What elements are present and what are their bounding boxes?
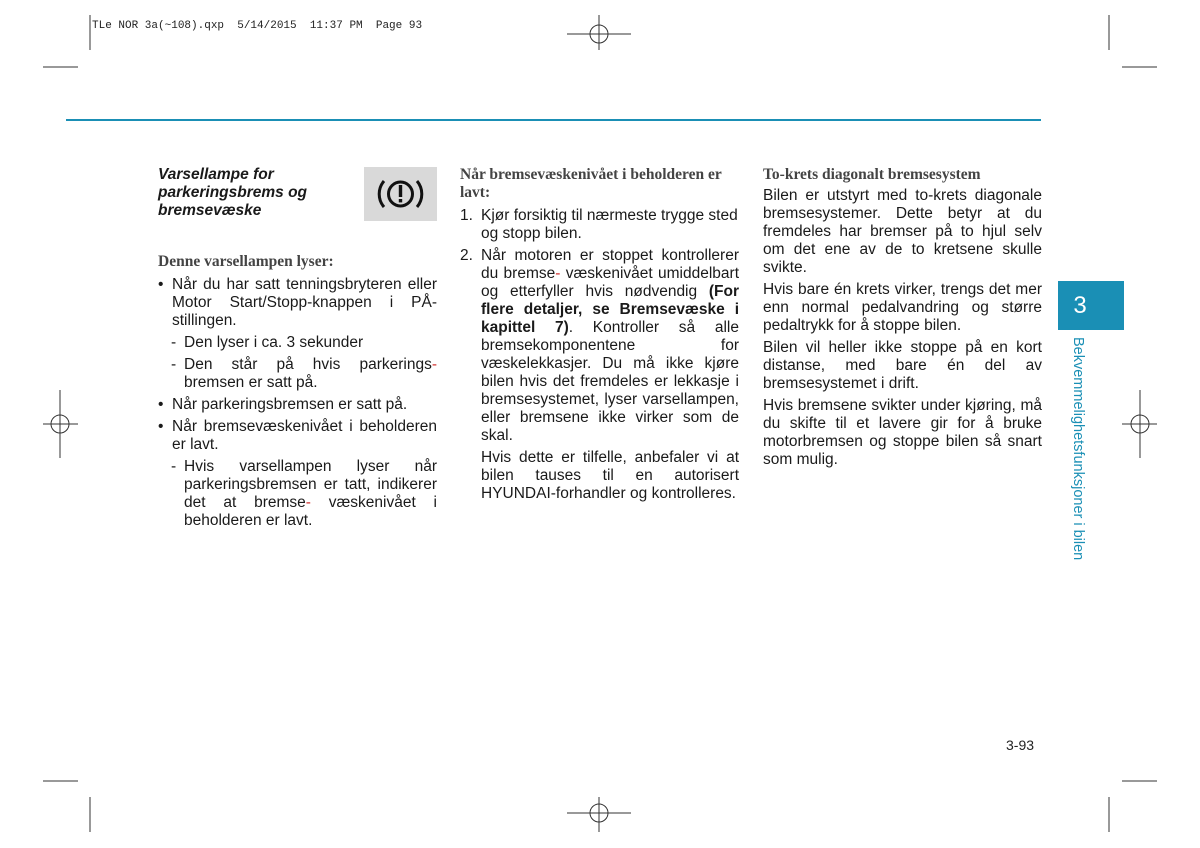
section-title: Varsellampe for parkeringsbrems og bremsevæske [158, 166, 308, 219]
header-rule [66, 119, 1041, 121]
list-item: - Den står på hvis parkerings- bremsen er satt på. [171, 356, 437, 391]
list-item: 1. Kjør forsiktig til nærmeste trygge sted og stopp bilen. [460, 207, 738, 242]
page-number: 3-93 [1006, 737, 1035, 753]
brake-warning-icon [364, 167, 437, 221]
subheading: To-krets diagonalt bremsesystem [763, 166, 981, 183]
subheading: Når bremsevæskenivået i beholderen er lavt: [460, 166, 722, 201]
column-2 [460, 166, 739, 503]
column-3 [763, 166, 1042, 469]
list-item: • Når du har satt tenningsbryteren eller Motor Start/Stopp-knappen i PÅ- stillingen. [158, 276, 437, 329]
registration-mark-top [567, 15, 631, 50]
list-item: - Hvis varsellampen lyser når parkeringsbremsen er tatt, indikerer det at bremse- væskenivået i beholderen er lavt. [171, 458, 438, 529]
registration-mark-right [1122, 390, 1157, 458]
list-item: - Den lyser i ca. 3 sekunder [171, 334, 364, 351]
chapter-title: Bekvemmelighetsfunksjoner i bilen [1070, 337, 1086, 561]
registration-mark-left [43, 390, 78, 458]
paragraph: Bilen er utstyrt med to-krets diagonale bremsesystemer. Dette betyr at du fremdeles har bremser på to hjul selv om det ene av de to kretsene skulle svikte. [763, 187, 1042, 276]
paragraph: Hvis bremsene svikter under kjøring, må du skifte til et lavere gir for å bruke motorbremsen og stoppe bilen så snart som mulig. [763, 397, 1042, 468]
list-item: • Når parkeringsbremsen er satt på. [158, 396, 408, 413]
registration-mark-bottom [567, 797, 631, 832]
list-item: 2. Når motoren er stoppet kontrollerer du bremse- væskenivået umiddelbart og etterfyller hvis nødvendig (For flere detaljer, se Bremsevæske i kapittel 7). Kontroller så alle bremsekomponentene for væskelekkasjer. Du må ikke kjøre bilen hvis det fremdeles er lekkasje i bremsesystemet, lyser varsellampen, eller bremsene ikke virker som de skal. [460, 247, 740, 444]
paragraph: Hvis bare én krets virker, trengs det mer enn normal pedalvandring og større pedaltrykk for å stoppe bilen. [763, 281, 1042, 334]
paragraph: Bilen vil heller ikke stoppe på en kort distanse, med bare én del av bremsesystemet i drift. [763, 339, 1042, 392]
chapter-number: 3 [1073, 292, 1087, 319]
list-item: • Når bremsevæskenivået i beholderen er lavt. [158, 418, 437, 453]
print-slug: TLe NOR 3a(~108).qxp 5/14/2015 11:37 PM Page 93 [92, 20, 423, 32]
paragraph: Hvis dette er tilfelle, anbefaler vi at bilen tauses til en autorisert HYUNDAI-forhandler og kontrolleres. [481, 449, 739, 502]
subheading: Denne varsellampen lyser: [158, 253, 334, 270]
